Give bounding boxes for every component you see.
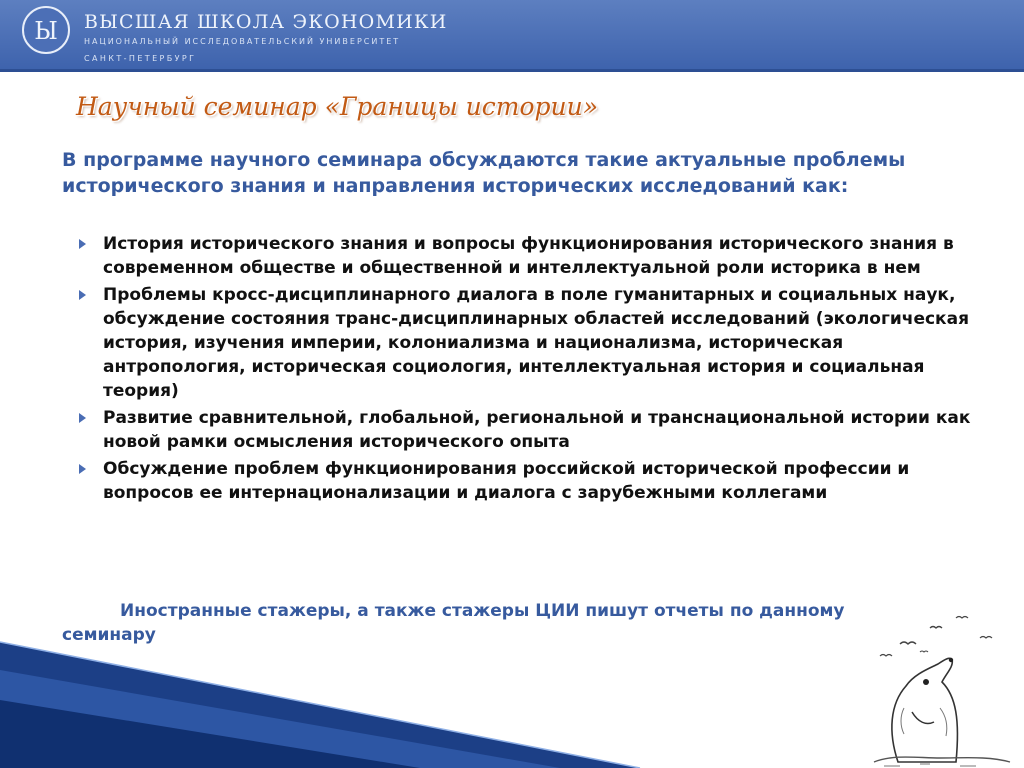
hse-logo-icon [22, 6, 70, 54]
brand-city: САНКТ-ПЕТЕРБУРГ [84, 54, 197, 63]
slide-title: Научный семинар «Границы истории» [76, 92, 599, 121]
header-band [0, 0, 1024, 72]
brand-title: ВЫСШАЯ ШКОЛА ЭКОНОМИКИ [84, 11, 448, 33]
list-item [76, 232, 976, 280]
list-item-text: История исторического знания и вопросы функционирования исторического знания в современном обществе и общественной и интеллектуальной роли историка в нем [103, 234, 954, 278]
topics-list [76, 232, 976, 508]
brand-subtitle: НАЦИОНАЛЬНЫЙ ИССЛЕДОВАТЕЛЬСКИЙ УНИВЕРСИТЕТ [84, 37, 401, 46]
triangle-right-icon [78, 236, 88, 252]
list-item [76, 406, 976, 454]
triangle-right-icon [78, 410, 88, 426]
list-item-text: Развитие сравнительной, глобальной, региональной и транснациональной истории как новой рамки осмысления исторического опыта [103, 408, 971, 452]
triangle-right-icon [78, 287, 88, 303]
decorative-wave [0, 630, 900, 768]
triangle-right-icon [78, 461, 88, 477]
svg-text:Ы: Ы [34, 17, 58, 45]
closing-note: Иностранные стажеры, а также стажеры ЦИИ пишут отчеты по данному семинару [62, 601, 845, 645]
list-item [76, 283, 976, 403]
list-item-text: Обсуждение проблем функционирования российской исторической профессии и вопросов ее интернационализации и диалога с зарубежными коллегами [103, 459, 910, 503]
list-item-text: Проблемы кросс-дисциплинарного диалога в поле гуманитарных и социальных наук, обсуждение состояния транс-дисциплинарных областей исследований (экологическая история, изучения империи, колониализма и национализма, историческая антропология, историческая социология, интеллектуальная история и социальная теория) [103, 285, 969, 401]
intro-paragraph: В программе научного семинара обсуждаются такие актуальные проблемы исторического знания и направления исторических исследований как: [62, 149, 906, 197]
mole-with-birds-illustration [860, 612, 1024, 768]
list-item [76, 457, 976, 505]
